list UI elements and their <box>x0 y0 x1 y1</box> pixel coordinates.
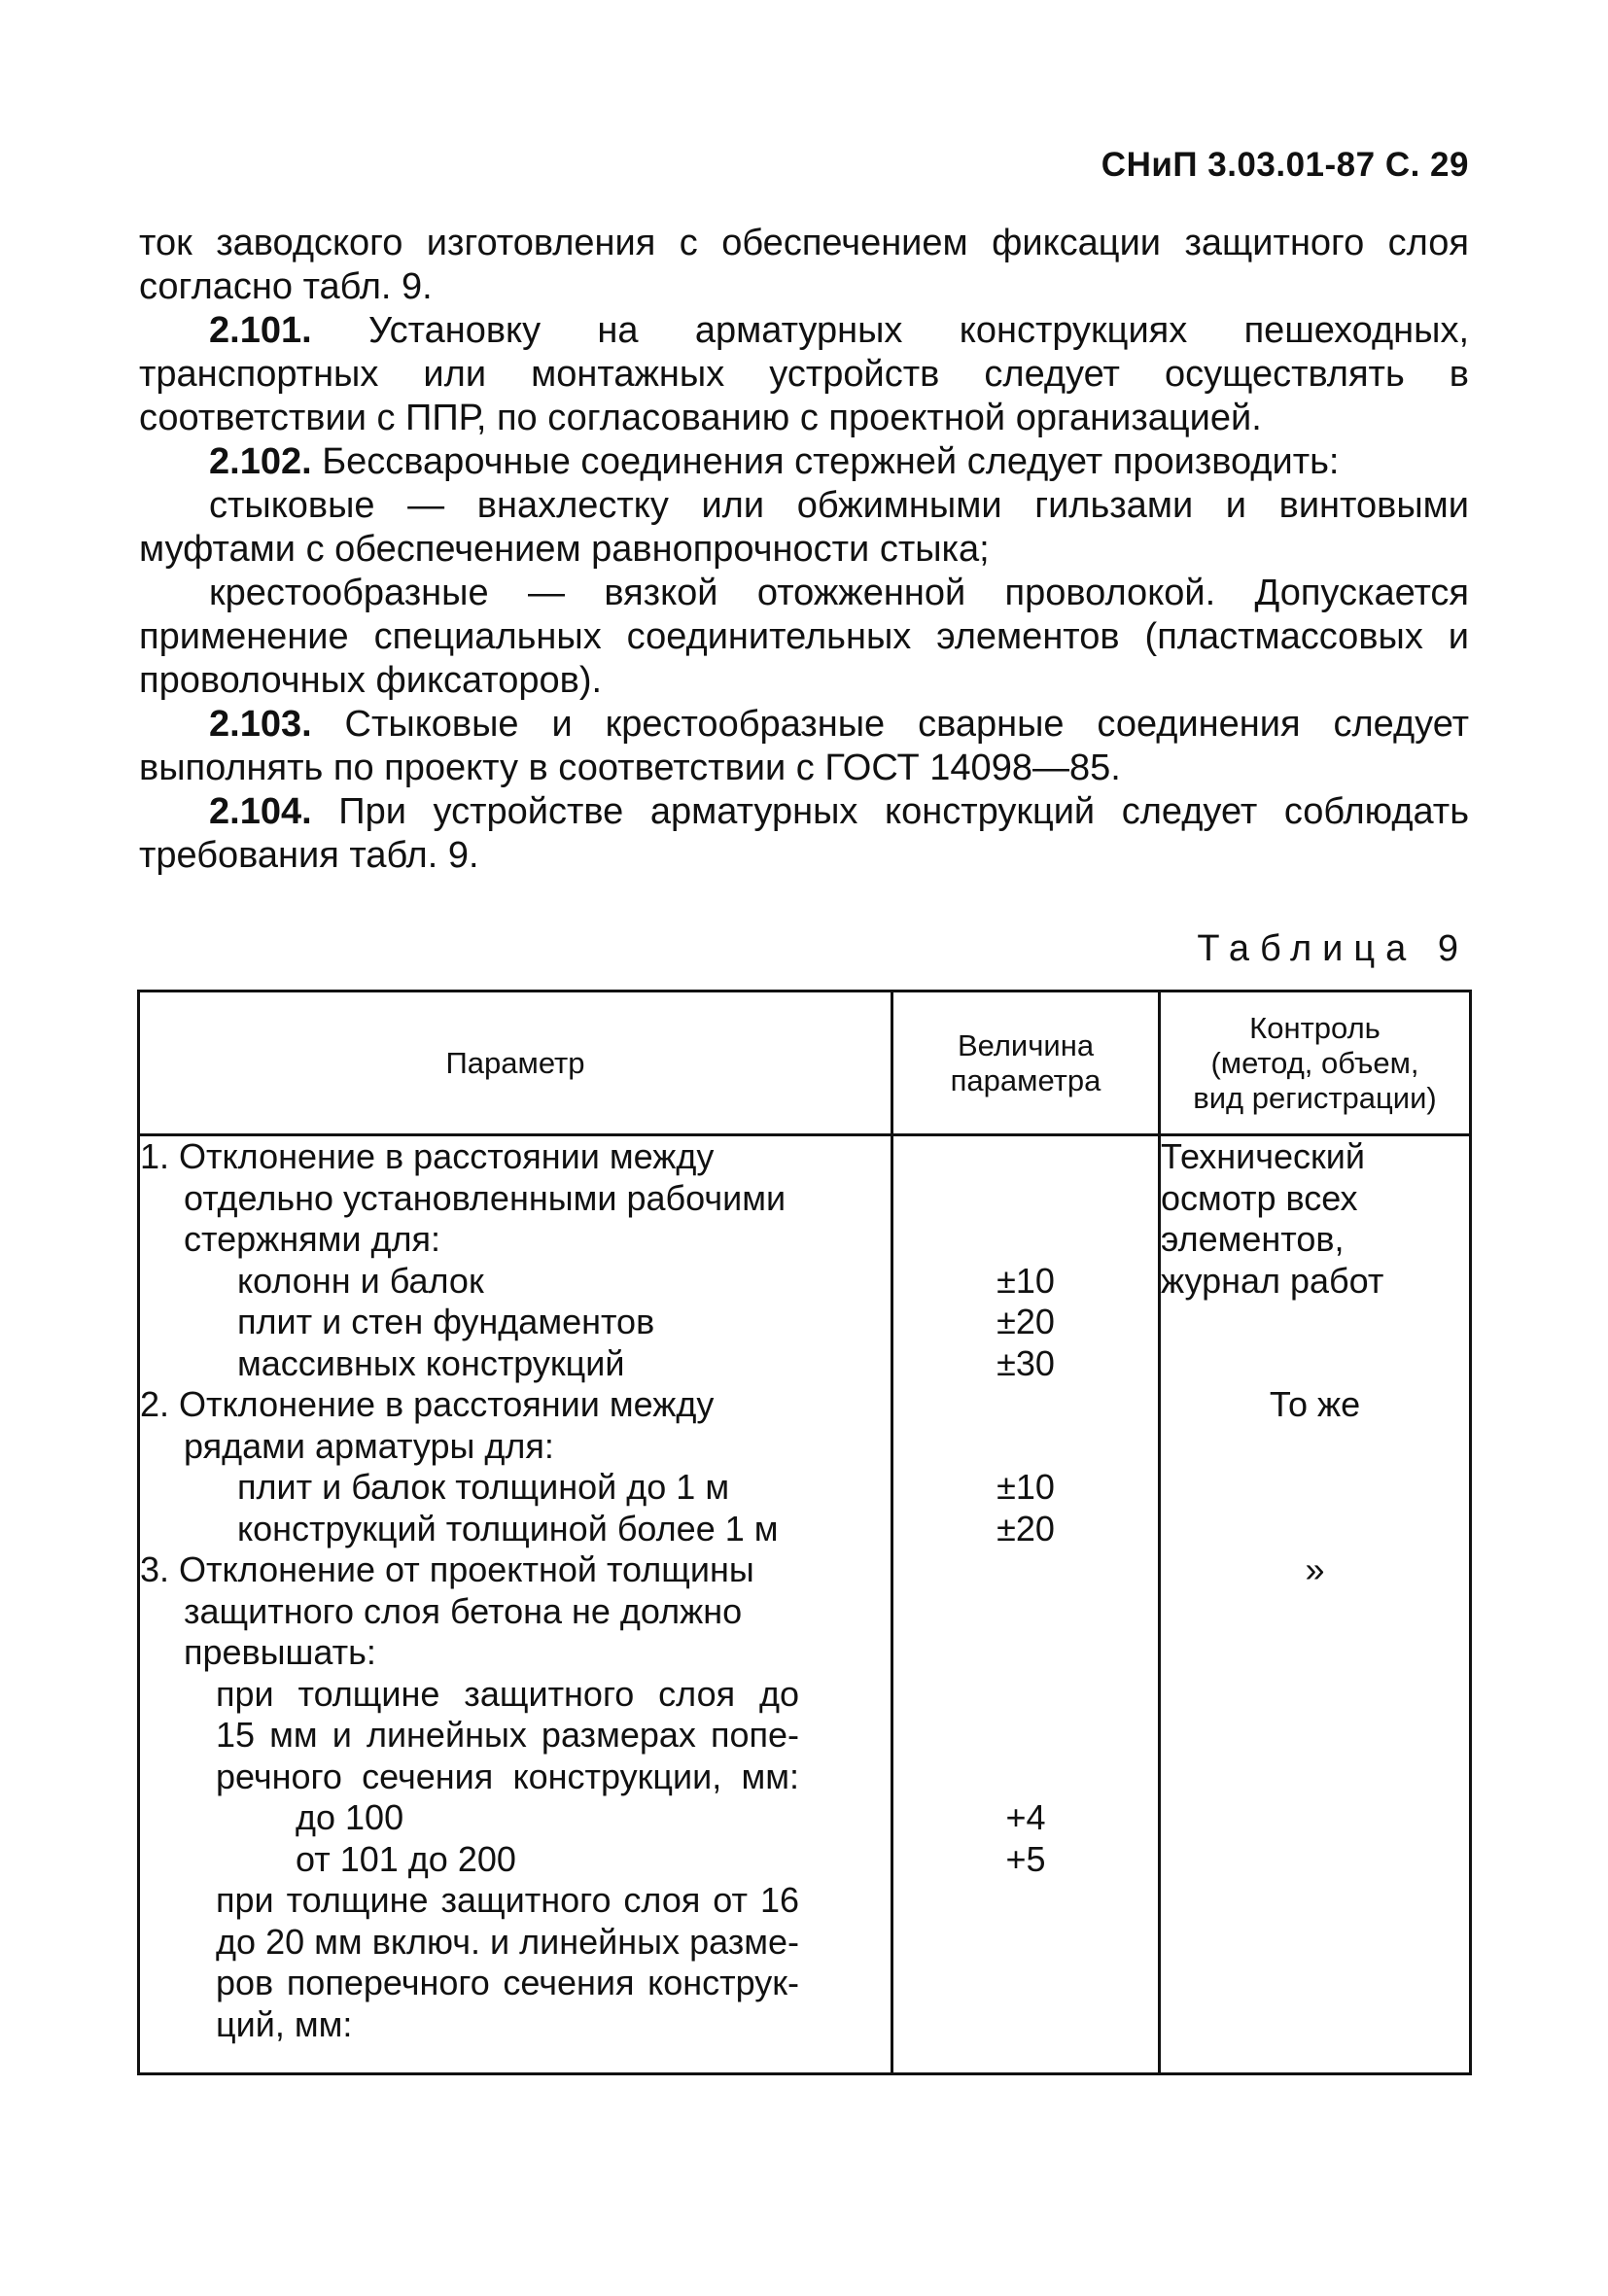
param-line: колонн и балок <box>237 1260 484 1301</box>
body-text <box>139 222 1469 878</box>
param-line: превышать: <box>184 1632 376 1672</box>
paragraph-2-101 <box>139 309 1469 440</box>
value-line: ±20 <box>996 1508 1055 1548</box>
running-header: СНиП 3.03.01-87 С. 29 <box>1101 146 1469 184</box>
row2-control: То же <box>1160 1384 1471 1549</box>
value-line: ±10 <box>996 1467 1055 1507</box>
paragraph-continuation: ток заводского изготовления с обеспечением фиксации защитного слоя согласно табл. 9. <box>139 223 1469 307</box>
param-line: конструкций толщиной более 1 м <box>237 1508 779 1548</box>
param-line: отдельно установленными рабочими <box>184 1177 787 1218</box>
row3-parameter <box>139 1549 892 2074</box>
value-line: +5 <box>1005 1838 1046 1879</box>
param-line: плит и балок толщиной до 1 м <box>237 1467 730 1507</box>
row1-control <box>1160 1135 1471 1385</box>
param-line: 1. Отклонение в расстоянии между <box>140 1136 715 1176</box>
clause-text: При устройстве арматурных конструкций следует соблюдать требования табл. 9. <box>139 791 1469 876</box>
table-9 <box>137 990 1472 2075</box>
param-line: 15 мм и линейных размерах попе- <box>216 1715 799 1755</box>
header-value-line: параметра <box>950 1062 1101 1097</box>
header-control-line: (метод, объем, <box>1210 1045 1419 1080</box>
table-row <box>139 1384 1471 1549</box>
clause-text: Бессварочные соединения стержней следует производить: <box>311 441 1340 482</box>
clause-number: 2.104. <box>209 791 312 832</box>
param-line: 2. Отклонение в расстоянии между <box>140 1384 715 1424</box>
param-line: массивных конструкций <box>237 1342 625 1383</box>
table-header-row <box>139 991 1471 1135</box>
control-line: журнал работ <box>1161 1260 1384 1301</box>
param-line: до 20 мм включ. и линейных разме- <box>216 1921 799 1962</box>
value-line: ±20 <box>996 1302 1055 1341</box>
clause-number: 2.101. <box>209 310 312 351</box>
param-line: речного сечения конструкции, мм: <box>216 1756 799 1796</box>
table-row <box>139 1135 1471 1385</box>
paragraph-2-104 <box>139 790 1469 878</box>
clause-text: Стыковые и крестообразные сварные соединения следует выполнять по проекту в соответствии с ГОСТ 14098—85. <box>139 704 1469 788</box>
param-line: при толщине защитного слоя от 16 <box>216 1880 799 1920</box>
paragraph-2-102 <box>139 440 1469 484</box>
row1-value <box>892 1135 1160 1385</box>
table-row <box>139 1549 1471 2074</box>
param-line: до 100 <box>296 1797 404 1837</box>
value-line: ±30 <box>996 1342 1055 1383</box>
header-parameter: Параметр <box>139 991 892 1135</box>
clause-text: Установку на арматурных конструкциях пешеходных, транспортных или монтажных устройств следует осуществлять в соответствии с ППР, по согласованию с проектной организацией. <box>139 310 1469 438</box>
param-line: 3. Отклонение от проектной толщины <box>140 1549 754 1589</box>
control-line: элементов, <box>1161 1219 1345 1259</box>
paragraph-butt-joints: стыковые — внахлестку или обжимными гильзами и винтовыми муфтами с обеспечением равнопрочности стыка; <box>139 485 1469 570</box>
control-line: Технический <box>1161 1136 1365 1176</box>
row3-control: » <box>1160 1549 1471 2074</box>
clause-number: 2.102. <box>209 441 312 482</box>
row3-value <box>892 1549 1160 2074</box>
param-line: плит и стен фундаментов <box>237 1302 655 1341</box>
header-control-line: Контроль <box>1249 1010 1381 1045</box>
param-line: защитного слоя бетона не должно <box>184 1590 743 1631</box>
clause-number: 2.103. <box>209 704 312 745</box>
param-line: ров поперечного сечения конструк- <box>216 1963 799 2002</box>
header-control-line: вид регистрации) <box>1193 1080 1437 1115</box>
param-line: от 101 до 200 <box>296 1838 516 1879</box>
row1-parameter <box>139 1135 892 1385</box>
param-line: стержнями для: <box>184 1219 440 1259</box>
value-line: +4 <box>1005 1797 1046 1837</box>
value-line: ±10 <box>996 1260 1055 1301</box>
header-value-line: Величина <box>957 1027 1095 1062</box>
param-line: ций, мм: <box>216 2003 353 2044</box>
param-line: рядами арматуры для: <box>184 1425 554 1466</box>
row2-value <box>892 1384 1160 1549</box>
row2-parameter <box>139 1384 892 1549</box>
table-caption: Таблица 9 <box>1197 928 1469 969</box>
paragraph-cross-joints: крестообразные — вязкой отожженной проволокой. Допускается применение специальных соединительных элементов (пластмассовых и проволочных фиксаторов). <box>139 573 1469 701</box>
control-line: осмотр всех <box>1161 1177 1358 1218</box>
paragraph-2-103 <box>139 703 1469 790</box>
header-control <box>1160 991 1471 1135</box>
param-line: при толщине защитного слоя до <box>216 1673 799 1714</box>
header-value <box>892 991 1160 1135</box>
